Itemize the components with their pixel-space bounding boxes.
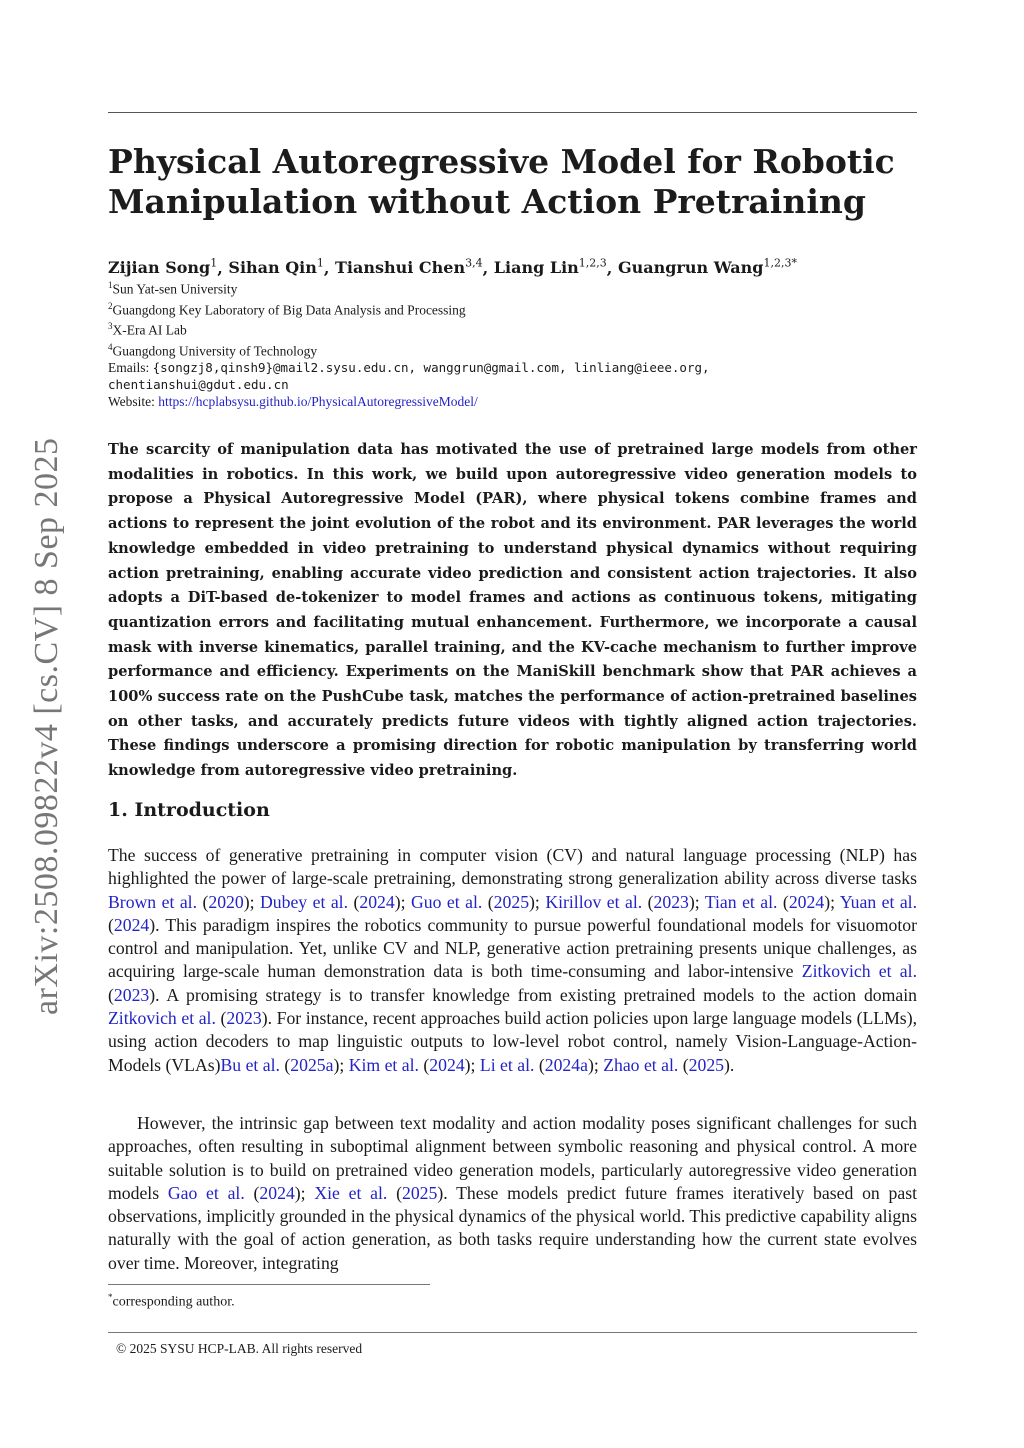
author: Zijian Song$^1$ (108, 257, 218, 278)
citation-link[interactable]: 2023 (113, 984, 150, 1005)
paragraph-text: ( (418, 1054, 430, 1075)
paragraph-text: ); (243, 891, 260, 912)
citation-link[interactable]: Yuan et al. (839, 891, 918, 912)
header-rule (108, 112, 917, 113)
affiliation: $^3$X-Era AI Lab (108, 321, 187, 338)
citation-link[interactable]: 2024a (544, 1054, 588, 1075)
website-link[interactable]: https://hcplabsysu.github.io/PhysicalAutoregressiveModel/ (158, 394, 478, 409)
paragraph-text: ( (482, 891, 494, 912)
author: Sihan Qin$^1$ (228, 257, 324, 278)
citation-link[interactable]: Li et al. (479, 1054, 535, 1075)
affiliations (108, 277, 928, 410)
emails: Emails: {songzj8,qinsh9}@mail2.sysu.edu.cn, wanggrun@gmail.com, linliang@ieee.org, (108, 360, 710, 375)
citation-link[interactable]: Dubey et al. (260, 891, 349, 912)
citation-link[interactable]: 2025a (290, 1054, 334, 1075)
footnote-rule (108, 1284, 430, 1285)
affiliation: $^4$Guangdong University of Technology (108, 341, 318, 358)
paragraph-text: ); (294, 1182, 315, 1203)
paragraph-text: ( (678, 1054, 689, 1075)
author: Tianshui Chen$^{3,4}$ (335, 257, 483, 278)
paragraph-text: ). A promising strategy is to transfer knowledge from existing pretrained models to the action domain (149, 984, 917, 1005)
affiliation: $^1$Sun Yat-sen University (108, 280, 238, 297)
paragraph-text: ( (534, 1054, 545, 1075)
paragraph-text: ( (244, 1182, 260, 1203)
author: Guangrun Wang$^{1,2,3*}$ (617, 257, 797, 278)
paragraph-text: ( (642, 891, 654, 912)
paragraph-text: ); (529, 891, 546, 912)
paragraph-text: ); (394, 891, 411, 912)
paragraph-text: ( (108, 984, 114, 1005)
footnote: *corresponding author. (108, 1292, 235, 1310)
paragraph-text: ); (824, 891, 840, 912)
citation-link[interactable]: Zhao et al. (603, 1054, 679, 1075)
citation-link[interactable]: Kim et al. (348, 1054, 419, 1075)
intro-paragraph-2 (108, 1112, 917, 1275)
paragraph-text: ). For instance, recent approaches build action policies upon large language models (LLMs), using action decoders to map linguistic outputs to low-level robot control, namely Vision-Language-Action-Models (VLAs) (108, 1008, 918, 1075)
intro-paragraph-1 (108, 844, 917, 1077)
citation-link[interactable]: Kirillov et al. (545, 891, 643, 912)
affiliation: $^2$Guangdong Key Laboratory of Big Data Analysis and Processing (108, 300, 466, 317)
citation-link[interactable]: Tian et al. (704, 891, 778, 912)
paper-title: Physical Autoregressive Model for Robotic Manipulation without Action Pretraining (108, 142, 895, 221)
paragraph-text: ( (387, 1182, 402, 1203)
paragraph-text: The success of generative pretraining in computer vision (CV) and natural language processing (NLP) has highlighted the power of large-scale pretraining, demonstrating strong generalization ability across diverse tasks (108, 845, 917, 889)
citation-link[interactable]: 2024 (429, 1054, 465, 1075)
section-heading-introduction: 1. Introduction (108, 799, 270, 821)
paragraph-text: ( (197, 891, 209, 912)
footer-rule (108, 1332, 917, 1333)
citation-link[interactable]: Gao et al. (167, 1182, 245, 1203)
citation-link[interactable]: 2024 (259, 1182, 295, 1203)
paragraph-text: ). This paradigm inspires the robotics community to pursue powerful foundational models for visuomotor control and manipulation. Yet, unlike CV and NLP, generative action pretraining presents unique challenges, as acquiring large-scale human demonstration data is both time-consuming and labor-intensive (108, 914, 917, 982)
paragraph-text: ); (587, 1054, 604, 1075)
paragraph-text: ( (279, 1054, 291, 1075)
citation-link[interactable]: Guo et al. (411, 891, 483, 912)
citation-link[interactable]: 2024 (788, 891, 825, 912)
copyright-notice: © 2025 SYSU HCP-LAB. All rights reserved (116, 1341, 363, 1356)
emails-continued: chentianshui@gdut.edu.cn (108, 377, 289, 392)
paragraph-text: ). These models predict future frames iteratively based on past observations, implicitly grounded in the physical dynamics of the physical world. This predictive capability aligns naturally with the goal of action generation, as both tasks require understanding how the current state evolves over time. Moreover, integrating (108, 1182, 917, 1273)
citation-link[interactable]: Zitkovich et al. (108, 1008, 216, 1029)
citation-link[interactable]: 2023 (226, 1008, 262, 1029)
citation-link[interactable]: 2025 (688, 1054, 725, 1075)
author: Liang Lin$^{1,2,3}$ (493, 257, 607, 278)
website: Website: https://hcplabsysu.github.io/PhysicalAutoregressiveModel/ (108, 394, 478, 409)
citation-link[interactable]: Brown et al. (108, 891, 198, 912)
citation-link[interactable]: 2025 (493, 891, 530, 912)
paragraph-text: ); (464, 1054, 480, 1075)
citation-link[interactable]: Xie et al. (314, 1182, 388, 1203)
citation-link[interactable]: 2020 (208, 891, 244, 912)
abstract: The scarcity of manipulation data has motivated the use of pretrained large models from other modalities in robotics. In this work, we build upon autoregressive video generation models to propose a Physical Autoregressive Model (PAR), where physical tokens combine frames and actions to represent the joint evolution of the robot and its environment. PAR leverages the world knowledge embedded in video pretraining to understand physical dynamics without requiring action pretraining, enabling accurate video prediction and consistent action trajectories. It also adopts a DiT-based de-tokenizer to model frames and actions as continuous tokens, mitigating quantization errors and facilitating mutual enhancement. Furthermore, we incorporate a causal mask with inverse kinematics, parallel training, and the KV-cache mechanism to further improve performance and efficiency. Experiments on the ManiSkill benchmark show that PAR achieves a 100% success rate on the PushCube task, matches the performance of action-pretrained baselines on other tasks, and accurately predicts future videos with tightly aligned action trajectories. These findings underscore a promising direction for robotic manipulation by transferring world knowledge from autoregressive video pretraining. (108, 441, 917, 780)
citation-link[interactable]: 2024 (113, 914, 150, 935)
paragraph-text: ); (688, 891, 705, 912)
paragraph-text: ( (348, 891, 360, 912)
arxiv-identifier: arXiv:2508.09822v4 [cs.CV] 8 Sep 2025 (28, 437, 65, 1015)
paragraph-text: ( (777, 891, 789, 912)
paragraph-text: ). (724, 1054, 735, 1075)
paragraph-text: However, the intrinsic gap between text modality and action modality poses significant challenges for such approaches, often resulting in suboptimal alignment between symbolic reasoning and physical control. A more suitable solution is to build on pretrained video generation models, particularly autoregressive video generation models (108, 1113, 917, 1203)
paragraph-text: ( (215, 1008, 227, 1029)
citation-link[interactable]: 2023 (653, 891, 689, 912)
paragraph-text: ( (108, 914, 114, 935)
citation-link[interactable]: Bu et al. (220, 1054, 280, 1075)
citation-link[interactable]: Zitkovich et al. (801, 961, 917, 982)
citation-link[interactable]: 2025 (401, 1182, 438, 1203)
citation-link[interactable]: 2024 (359, 891, 395, 912)
author-list: Zijian Song$^1$, Sihan Qin$^1$, Tianshui Chen$^{3,4}$, Liang Lin$^{1,2,3}$, Guangrun Wang$^{1,2,3*}$ (108, 257, 797, 278)
paragraph-text: ); (333, 1054, 349, 1075)
